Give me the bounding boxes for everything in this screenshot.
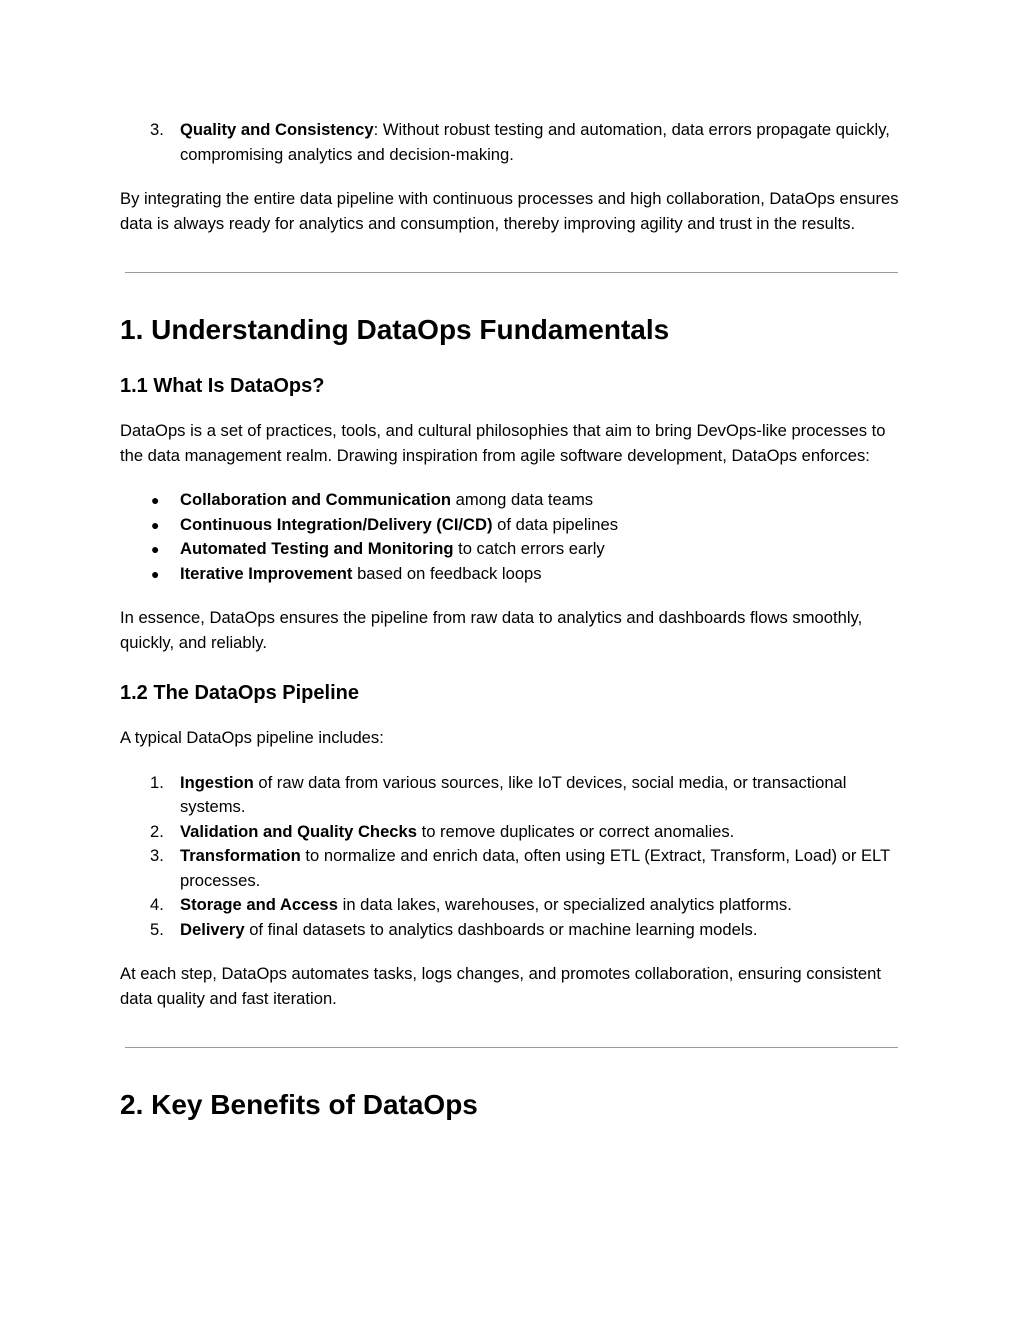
list-item-text: based on feedback loops: [352, 563, 542, 583]
list-item: [120, 513, 910, 538]
list-item: [120, 844, 910, 893]
list-item-text: of final datasets to analytics dashboards or machine learning models.: [244, 919, 758, 939]
list-number: 3.: [150, 846, 164, 865]
list-item-bold: Validation and Quality Checks: [180, 821, 417, 841]
list-item: [120, 893, 910, 918]
list-item: [120, 771, 910, 820]
list-item: [120, 918, 910, 943]
intro-list: [120, 118, 910, 167]
list-item-bold: Quality and Consistency: [180, 120, 374, 139]
intro-paragraph: By integrating the entire data pipeline with continuous processes and high collaboration, DataOps ensures data is always ready for analytics and consumption, thereby improving agility and trust in the results.: [120, 189, 899, 233]
list-item: [120, 562, 910, 587]
list-number: 2.: [150, 821, 164, 841]
list-number: 1.: [150, 772, 164, 792]
paragraph: In essence, DataOps ensures the pipeline from raw data to analytics and dashboards flows smoothly, quickly, and reliably.: [120, 608, 863, 652]
list-item-text: in data lakes, warehouses, or specialized analytics platforms.: [338, 895, 792, 914]
subsection-heading: 1.2 The DataOps Pipeline: [120, 682, 359, 704]
list-item-bold: Ingestion: [180, 772, 254, 792]
bullet-icon: ●: [151, 541, 160, 557]
list-item-bold: Automated Testing and Monitoring: [180, 539, 454, 558]
numbered-list: [120, 771, 910, 943]
list-item-bold: Delivery: [180, 919, 245, 939]
list-item: [120, 820, 910, 845]
list-item: [120, 537, 910, 562]
list-item-text: to normalize and enrich data, often using ETL (Extract, Transform, Load) or ELT processes.: [180, 846, 890, 890]
list-item-bold: Storage and Access: [180, 895, 339, 914]
list-item-text: of data pipelines: [492, 514, 618, 534]
list-item-text: among data teams: [451, 490, 594, 509]
list-item-bold: Iterative Improvement: [180, 563, 353, 583]
list-item-text: to catch errors early: [453, 539, 605, 558]
paragraph: DataOps is a set of practices, tools, and cultural philosophies that aim to bring DevOps-like processes to the data management realm. Drawing inspiration from agile software development, DataOps enforces:: [120, 421, 886, 465]
bullet-icon: ●: [151, 565, 160, 582]
section-heading: 2. Key Benefits of DataOps: [120, 1089, 478, 1120]
list-item-text: : Without robust testing and automation, data errors propagate quickly, compromising analytics and decision-making.: [180, 120, 890, 164]
list-item-bold: Transformation: [180, 846, 301, 865]
list-item-text: to remove duplicates or correct anomalies.: [417, 821, 735, 841]
list-item: [120, 118, 910, 167]
list-item-bold: Continuous Integration/Delivery (CI/CD): [180, 514, 493, 534]
list-item: [120, 488, 910, 513]
section-divider: [125, 272, 898, 273]
section-heading: 1. Understanding DataOps Fundamentals: [120, 314, 670, 345]
bullet-list: [120, 488, 910, 586]
list-number: 4.: [150, 895, 164, 914]
list-item-text: of raw data from various sources, like IoT devices, social media, or transactional systems.: [180, 772, 847, 816]
subsection-heading: 1.1 What Is DataOps?: [120, 375, 325, 397]
bullet-icon: ●: [151, 516, 160, 533]
document-page: [120, 118, 910, 1122]
paragraph: At each step, DataOps automates tasks, logs changes, and promotes collaboration, ensuring consistent data quality and fast iteration.: [120, 964, 881, 1008]
paragraph: A typical DataOps pipeline includes:: [120, 728, 384, 747]
list-number: 5.: [150, 919, 164, 939]
list-number: 3.: [150, 120, 164, 139]
section-divider: [125, 1047, 898, 1048]
bullet-icon: ●: [151, 492, 160, 508]
list-item-bold: Collaboration and Communication: [180, 490, 452, 509]
